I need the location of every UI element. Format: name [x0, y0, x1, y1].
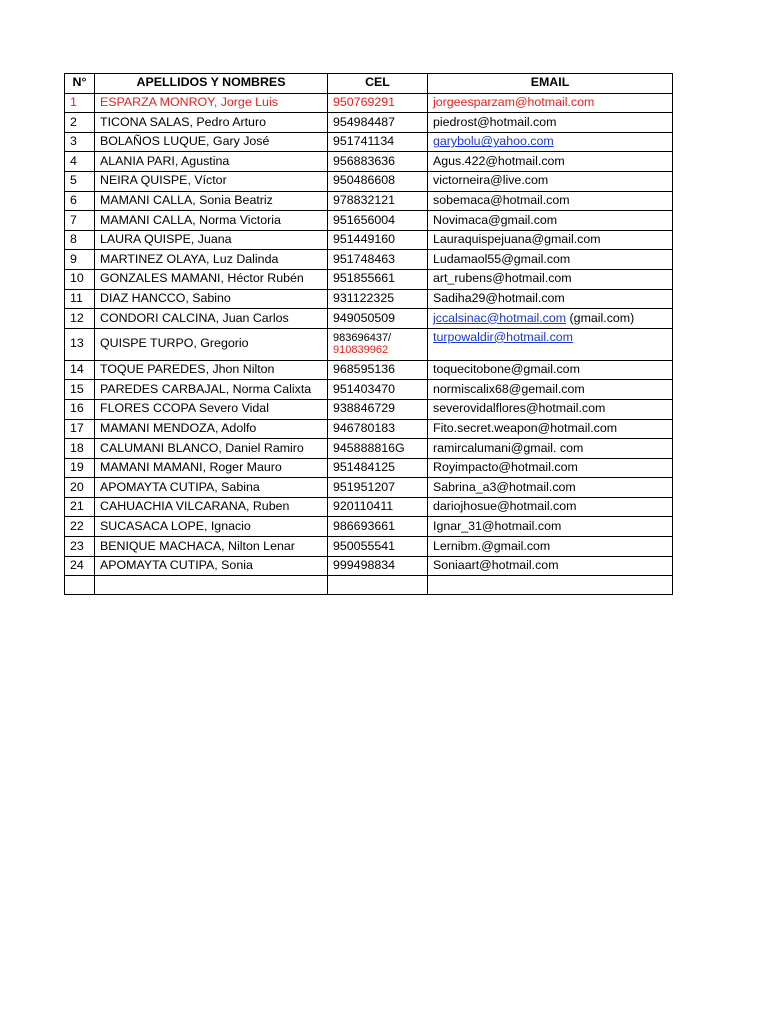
- table-row: [65, 497, 673, 517]
- cell-name: QUISPE TURPO, Gregorio: [95, 328, 328, 360]
- cell-name: MARTINEZ OLAYA, Luz Dalinda: [95, 250, 328, 270]
- cell-cel: 954984487: [328, 113, 428, 133]
- table-row: [65, 537, 673, 557]
- cell-email: jorgeesparzam@hotmail.com: [428, 93, 673, 113]
- cell-cel: 938846729: [328, 399, 428, 419]
- cell-num: 14: [65, 360, 95, 380]
- cell-name: PAREDES CARBAJAL, Norma Calixta: [95, 380, 328, 400]
- cell-email: [428, 328, 673, 360]
- cell-num: 5: [65, 171, 95, 191]
- table-row: [65, 230, 673, 250]
- cell-num: 10: [65, 269, 95, 289]
- table-row: [65, 152, 673, 172]
- cel-primary: 983696437/: [333, 331, 392, 344]
- table-row: [65, 439, 673, 459]
- table-row: [65, 171, 673, 191]
- cell-num: 8: [65, 230, 95, 250]
- header-cel: CEL: [328, 74, 428, 94]
- cell-email: Sadiha29@hotmail.com: [428, 289, 673, 309]
- cell-num: 13: [65, 328, 95, 360]
- table-row: [65, 360, 673, 380]
- cell-email: victorneira@live.com: [428, 171, 673, 191]
- email-link[interactable]: jccalsinac@hotmail.com: [433, 310, 567, 325]
- cell-name: LAURA QUISPE, Juana: [95, 230, 328, 250]
- cell-num: 7: [65, 211, 95, 231]
- cell-cel: 986693661: [328, 517, 428, 537]
- table-row: [65, 250, 673, 270]
- spreadsheet-page: [64, 73, 672, 595]
- cell-num: 19: [65, 458, 95, 478]
- cell-num: 4: [65, 152, 95, 172]
- cell-cel: 951403470: [328, 380, 428, 400]
- cell-name: CALUMANI BLANCO, Daniel Ramiro: [95, 439, 328, 459]
- cell-cel: 951951207: [328, 478, 428, 498]
- cell-email: Sabrina_a3@hotmail.com: [428, 478, 673, 498]
- table-row: [65, 132, 673, 152]
- cell-name: APOMAYTA CUTIPA, Sonia: [95, 556, 328, 576]
- cell-cel: 951484125: [328, 458, 428, 478]
- table-row: [65, 517, 673, 537]
- cell-cel: 946780183: [328, 419, 428, 439]
- cell-email: Ludamaol55@gmail.com: [428, 250, 673, 270]
- table-row: [65, 269, 673, 289]
- cell-num: 12: [65, 309, 95, 329]
- cell-num: 18: [65, 439, 95, 459]
- cell-name: CAHUACHIA VILCARANA, Ruben: [95, 497, 328, 517]
- cell-email: [428, 309, 673, 329]
- header-email: EMAIL: [428, 74, 673, 94]
- cell-cel: 956883636: [328, 152, 428, 172]
- table-row: [65, 309, 673, 329]
- table-header-row: [65, 74, 673, 94]
- empty-cell: [428, 576, 673, 595]
- cell-num: 17: [65, 419, 95, 439]
- cell-num: 2: [65, 113, 95, 133]
- cell-name: MAMANI CALLA, Norma Victoria: [95, 211, 328, 231]
- cell-cel: 949050509: [328, 309, 428, 329]
- cell-name: SUCASACA LOPE, Ignacio: [95, 517, 328, 537]
- cell-name: FLORES CCOPA Severo Vidal: [95, 399, 328, 419]
- empty-cell: [65, 576, 95, 595]
- cell-name: DIAZ HANCCO, Sabino: [95, 289, 328, 309]
- cell-cel: 951449160: [328, 230, 428, 250]
- cell-name: MAMANI MAMANI, Roger Mauro: [95, 458, 328, 478]
- cell-cel: 951741134: [328, 132, 428, 152]
- cell-email: Lauraquispejuana@gmail.com: [428, 230, 673, 250]
- cell-num: 21: [65, 497, 95, 517]
- email-link[interactable]: turpowaldir@hotmail.com: [433, 329, 573, 344]
- cell-cel: 950055541: [328, 537, 428, 557]
- cell-num: 9: [65, 250, 95, 270]
- cell-num: 15: [65, 380, 95, 400]
- cell-email: [428, 132, 673, 152]
- cell-num: 6: [65, 191, 95, 211]
- cell-name: MAMANI MENDOZA, Adolfo: [95, 419, 328, 439]
- cell-name: BOLAÑOS LUQUE, Gary José: [95, 132, 328, 152]
- email-note: (gmail.com): [569, 310, 635, 325]
- cell-name: TOQUE PAREDES, Jhon Nilton: [95, 360, 328, 380]
- table-row: [65, 113, 673, 133]
- cell-email: sobemaca@hotmail.com: [428, 191, 673, 211]
- table-row: [65, 478, 673, 498]
- cell-email: Ignar_31@hotmail.com: [428, 517, 673, 537]
- table-row: [65, 458, 673, 478]
- cell-email: Novimaca@gmail.com: [428, 211, 673, 231]
- cell-name: ALANIA PARI, Agustina: [95, 152, 328, 172]
- cell-name: GONZALES MAMANI, Héctor Rubén: [95, 269, 328, 289]
- table-row: [65, 419, 673, 439]
- cell-email: Lernibm.@gmail.com: [428, 537, 673, 557]
- cell-num: 24: [65, 556, 95, 576]
- table-body: [65, 93, 673, 595]
- table-row: [65, 399, 673, 419]
- empty-row: [65, 576, 673, 595]
- cell-cel: 951656004: [328, 211, 428, 231]
- cell-num: 22: [65, 517, 95, 537]
- cell-email: ramircalumani@gmail. com: [428, 439, 673, 459]
- cell-email: Royimpacto@hotmail.com: [428, 458, 673, 478]
- table-row: [65, 211, 673, 231]
- cell-num: 16: [65, 399, 95, 419]
- cell-cel: 920110411: [328, 497, 428, 517]
- cell-num: 11: [65, 289, 95, 309]
- cell-email: Fito.secret.weapon@hotmail.com: [428, 419, 673, 439]
- table-row: [65, 328, 673, 360]
- cell-email: Soniaart@hotmail.com: [428, 556, 673, 576]
- cell-email: dariojhosue@hotmail.com: [428, 497, 673, 517]
- header-num: N°: [65, 74, 95, 94]
- empty-cell: [95, 576, 328, 595]
- cell-name: MAMANI CALLA, Sonia Beatriz: [95, 191, 328, 211]
- cell-num: 23: [65, 537, 95, 557]
- cell-name: CONDORI CALCINA, Juan Carlos: [95, 309, 328, 329]
- cell-num: 20: [65, 478, 95, 498]
- cell-cel: 951855661: [328, 269, 428, 289]
- cell-email: toquecitobone@gmail.com: [428, 360, 673, 380]
- table-row: [65, 289, 673, 309]
- cell-num: 1: [65, 93, 95, 113]
- cell-cel: 950769291: [328, 93, 428, 113]
- cell-email: severovidalflores@hotmail.com: [428, 399, 673, 419]
- cell-cel: 999498834: [328, 556, 428, 576]
- table-row: [65, 93, 673, 113]
- cell-name: APOMAYTA CUTIPA, Sabina: [95, 478, 328, 498]
- table-row: [65, 191, 673, 211]
- cell-cel: 951748463: [328, 250, 428, 270]
- cell-email: piedrost@hotmail.com: [428, 113, 673, 133]
- cell-name: TICONA SALAS, Pedro Arturo: [95, 113, 328, 133]
- contact-table: [64, 73, 673, 595]
- cell-email: art_rubens@hotmail.com: [428, 269, 673, 289]
- cell-email: normiscalix68@gemail.com: [428, 380, 673, 400]
- cell-cel: 950486608: [328, 171, 428, 191]
- cel-secondary: 910839962: [333, 344, 389, 357]
- empty-cell: [328, 576, 428, 595]
- cell-num: 3: [65, 132, 95, 152]
- cell-cel: 945888816G: [328, 439, 428, 459]
- header-name: APELLIDOS Y NOMBRES: [95, 74, 328, 94]
- cell-cel: 978832121: [328, 191, 428, 211]
- cell-cel: [328, 328, 428, 360]
- table-row: [65, 556, 673, 576]
- cell-cel: 968595136: [328, 360, 428, 380]
- email-link[interactable]: garybolu@yahoo.com: [433, 134, 554, 149]
- cell-email: Agus.422@hotmail.com: [428, 152, 673, 172]
- cell-cel: 931122325: [328, 289, 428, 309]
- cell-name: NEIRA QUISPE, Víctor: [95, 171, 328, 191]
- table-row: [65, 380, 673, 400]
- cell-name: BENIQUE MACHACA, Nilton Lenar: [95, 537, 328, 557]
- cell-name: ESPARZA MONROY, Jorge Luis: [95, 93, 328, 113]
